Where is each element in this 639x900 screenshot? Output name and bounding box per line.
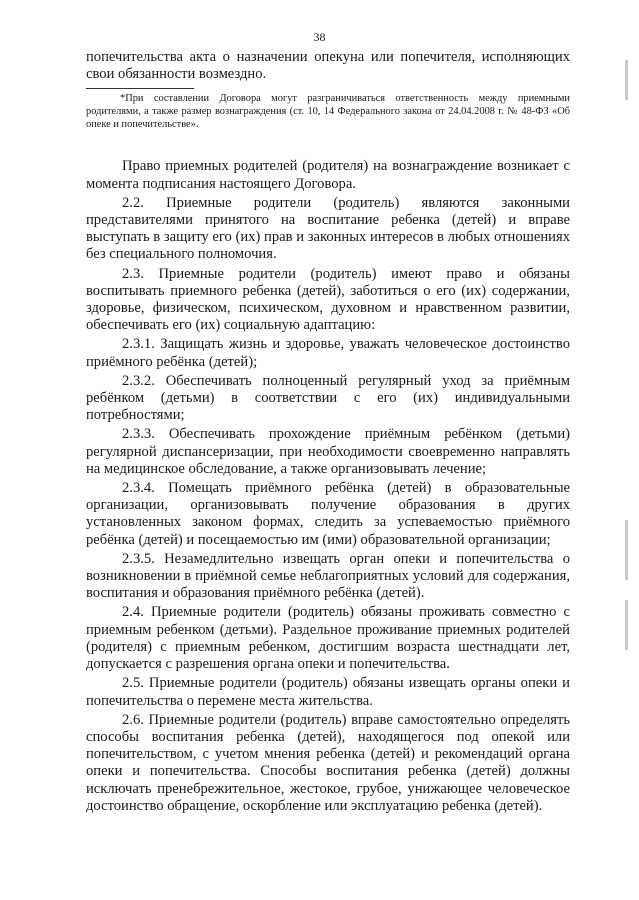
scan-edge-mark: [625, 600, 628, 650]
paragraph-2-6: 2.6. Приемные родители (родитель) вправе самостоятельно определять способы воспитания ребенка (детей), находящегося под опекой или попечительством, с учетом мнения ребенка (детей) и рекомендаций органа опеки и попечительства. Способы воспитания ребенка (детей) должны исключать пренебрежительное, жестокое, грубое, унижающее человеческое достоинство обращение, оскорбление или эксплуатацию ребенка (детей).: [86, 711, 570, 814]
paragraph-2-4: 2.4. Приемные родители (родитель) обязаны проживать совместно с приемным ребенком (детьми). Раздельное проживание приемных родителей (родителя) с приемным ребенком, достигшим возраста шестнадцати лет, допускается с разрешения органа опеки и попечительства.: [86, 604, 570, 673]
paragraph-2-3-2: 2.3.2. Обеспечивать полноценный регулярный уход за приёмным ребёнком (детьми) в соответствии с его (их) индивидуальными потребностями;: [86, 372, 570, 424]
paragraph-2-2: 2.2. Приемные родители (родитель) являются законными представителями принятого на воспитание ребенка (детей) и вправе выступать в защиту его (их) прав и законных интересов в любых отношениях без специального полномочия.: [86, 194, 570, 263]
page-body: [86, 49, 570, 815]
paragraph-2-3-1: 2.3.1. Защищать жизнь и здоровье, уважать человеческое достоинство приёмного ребёнка (детей);: [86, 336, 570, 370]
footnote-separator: [86, 88, 194, 89]
paragraph-2-3-5: 2.3.5. Незамедлительно извещать орган опеки и попечительства о возникновении в приёмной семье неблагоприятных условий для содержания, воспитания и образования приёмного ребёнка (детей).: [86, 550, 570, 602]
paragraph-2-3: 2.3. Приемные родители (родитель) имеют право и обязаны воспитывать приемного ребенка (детей), заботиться о его (их) содержании, здоровье, физическом, психическом, духовном и нравственном развитии, обеспечивать его (их) социальную адаптацию:: [86, 265, 570, 334]
continued-paragraph: попечительства акта о назначении опекуна или попечителя, исполняющих свои обязанности возмездно.: [86, 49, 570, 83]
paragraph-2-3-3: 2.3.3. Обеспечивать прохождение приёмным ребёнком (детьми) регулярной диспансеризации, при необходимости своевременно направлять на медицинское обследование, а также организовывать лечение;: [86, 426, 570, 477]
paragraph-remuneration-right: Право приемных родителей (родителя) на вознаграждение возникает с момента подписания настоящего Договора.: [86, 158, 570, 192]
scan-edge-mark: [625, 520, 628, 580]
paragraph-2-3-4: 2.3.4. Помещать приёмного ребёнка (детей) в образовательные организации, организовывать получение образования в других установленных законом формах, следить за успеваемостью приёмного ребёнка (детей) и посещаемостью им (ими) образовательной организации;: [86, 480, 570, 548]
footnote: *При составлении Договора могут разграничиваться ответственность между приемными родителями, а также размер вознаграждения (ст. 10, 14 Федерального закона от 24.04.2008 г. № 48-ФЗ «Об опеке и попечительстве».: [86, 93, 570, 131]
paragraph-2-5: 2.5. Приемные родители (родитель) обязаны извещать органы опеки и попечительства о перемене места жительства.: [86, 675, 570, 709]
scan-edge-mark: [625, 60, 628, 100]
page-number: 38: [313, 30, 326, 44]
